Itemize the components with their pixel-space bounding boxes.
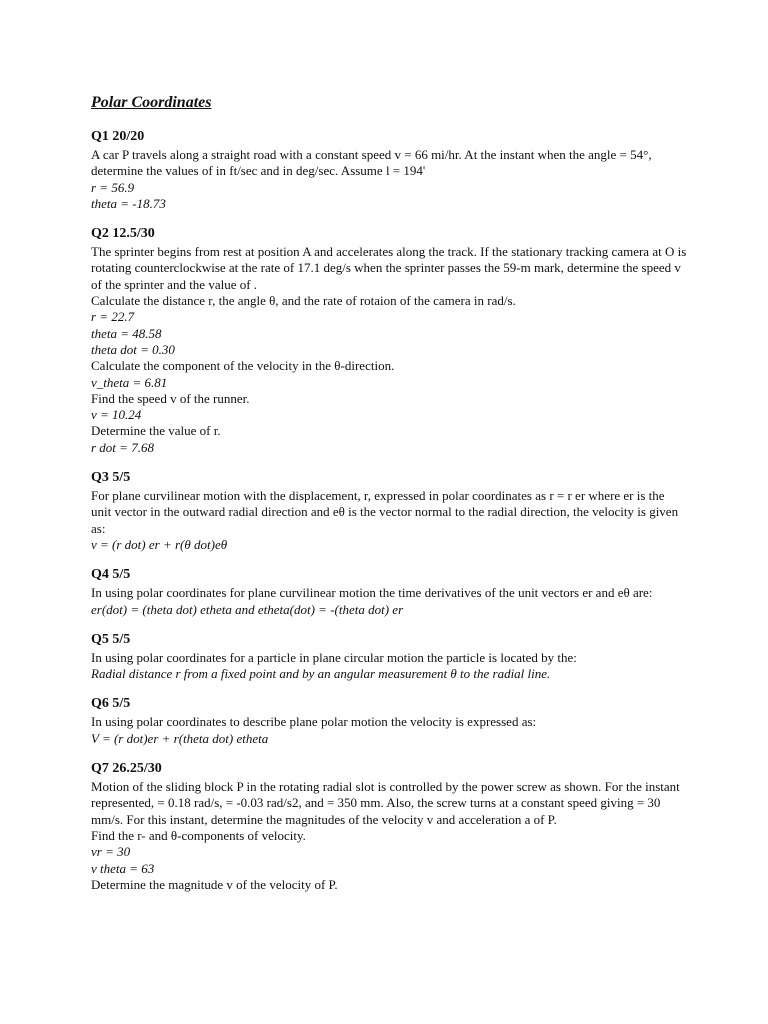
answer-text: Radial distance r from a fixed point and by an angular measurement θ to the radial line. bbox=[91, 666, 551, 682]
question-text: Calculate the component of the velocity in the θ-direction. bbox=[91, 358, 395, 374]
answer-text: r dot = 7.68 bbox=[91, 439, 154, 455]
question-heading: Q1 20/20 bbox=[91, 129, 145, 144]
answer-text: v = (r dot) er + r(θ dot)eθ bbox=[91, 536, 228, 552]
document-title: Polar Coordinates bbox=[91, 94, 212, 111]
answer-text: theta = 48.58 bbox=[91, 325, 162, 341]
question-block bbox=[91, 695, 687, 747]
question-block bbox=[91, 128, 687, 212]
answer-text: v theta = 63 bbox=[91, 860, 155, 876]
question-heading: Q5 5/5 bbox=[91, 631, 131, 647]
question-text: Find the speed v of the runner. bbox=[91, 390, 250, 406]
answer-text: theta dot = 0.30 bbox=[91, 341, 175, 357]
answer-text: v_theta = 6.81 bbox=[91, 374, 168, 390]
question-heading: Q4 5/5 bbox=[91, 567, 131, 583]
question-heading: Q2 12.5/30 bbox=[91, 226, 155, 242]
answer-text: v = 10.24 bbox=[91, 407, 142, 423]
answer-text: theta = -18.73 bbox=[91, 195, 166, 211]
question-block bbox=[91, 760, 687, 893]
question-text: For plane curvilinear motion with the displacement, r, expressed in polar coordinates as r = r er where er is the unit vector in the outward radial direction and eθ is the vector normal to the radial direction, the velocity is given as: bbox=[91, 488, 679, 536]
answer-text: er(dot) = (theta dot) etheta and etheta(dot) = -(theta dot) er bbox=[91, 601, 404, 617]
question-text: Find the r- and θ-components of velocity. bbox=[91, 827, 306, 843]
question-block bbox=[91, 631, 687, 683]
question-text: In using polar coordinates to describe plane polar motion the velocity is expressed as: bbox=[91, 714, 537, 730]
question-text: In using polar coordinates for a particle in plane circular motion the particle is located by the: bbox=[91, 649, 577, 665]
question-text: In using polar coordinates for plane curvilinear motion the time derivatives of the unit vectors er and eθ are: bbox=[91, 585, 653, 601]
question-heading: Q7 26.25/30 bbox=[91, 761, 162, 777]
answer-text: vr = 30 bbox=[91, 844, 131, 860]
question-heading: Q6 5/5 bbox=[91, 696, 131, 712]
document-page bbox=[91, 92, 687, 906]
answer-text: r = 56.9 bbox=[91, 179, 135, 195]
question-block bbox=[91, 225, 687, 456]
question-text: Calculate the distance r, the angle θ, and the rate of rotaion of the camera in rad/s. bbox=[91, 293, 516, 309]
question-text: A car P travels along a straight road with a constant speed v = 66 mi/hr. At the instant when the angle = 54°, determine the values of in ft/sec and in deg/sec. Assume l = 194' bbox=[91, 147, 652, 179]
question-block bbox=[91, 469, 687, 553]
answer-text: V = (r dot)er + r(theta dot) etheta bbox=[91, 730, 269, 746]
question-heading: Q3 5/5 bbox=[91, 470, 131, 486]
question-text: Determine the magnitude v of the velocity of P. bbox=[91, 876, 338, 892]
question-block bbox=[91, 566, 687, 618]
answer-text: r = 22.7 bbox=[91, 309, 135, 325]
question-text: Determine the value of r. bbox=[91, 423, 221, 439]
question-text: The sprinter begins from rest at position A and accelerates along the track. If the stationary tracking camera at O is rotating counterclockwise at the rate of 17.1 deg/s when the sprinter passes the 59-m mark, determine the speed v of the sprinter and the value of . bbox=[91, 244, 687, 292]
questions-list bbox=[91, 128, 687, 893]
question-text: Motion of the sliding block P in the rotating radial slot is controlled by the power screw as shown. For the instant represented, = 0.18 rad/s, = -0.03 rad/s2, and = 350 mm. Also, the screw turns at a constant speed giving = 30 mm/s. For this instant, determine the magnitudes of the velocity v and acceleration a of P. bbox=[91, 779, 680, 827]
